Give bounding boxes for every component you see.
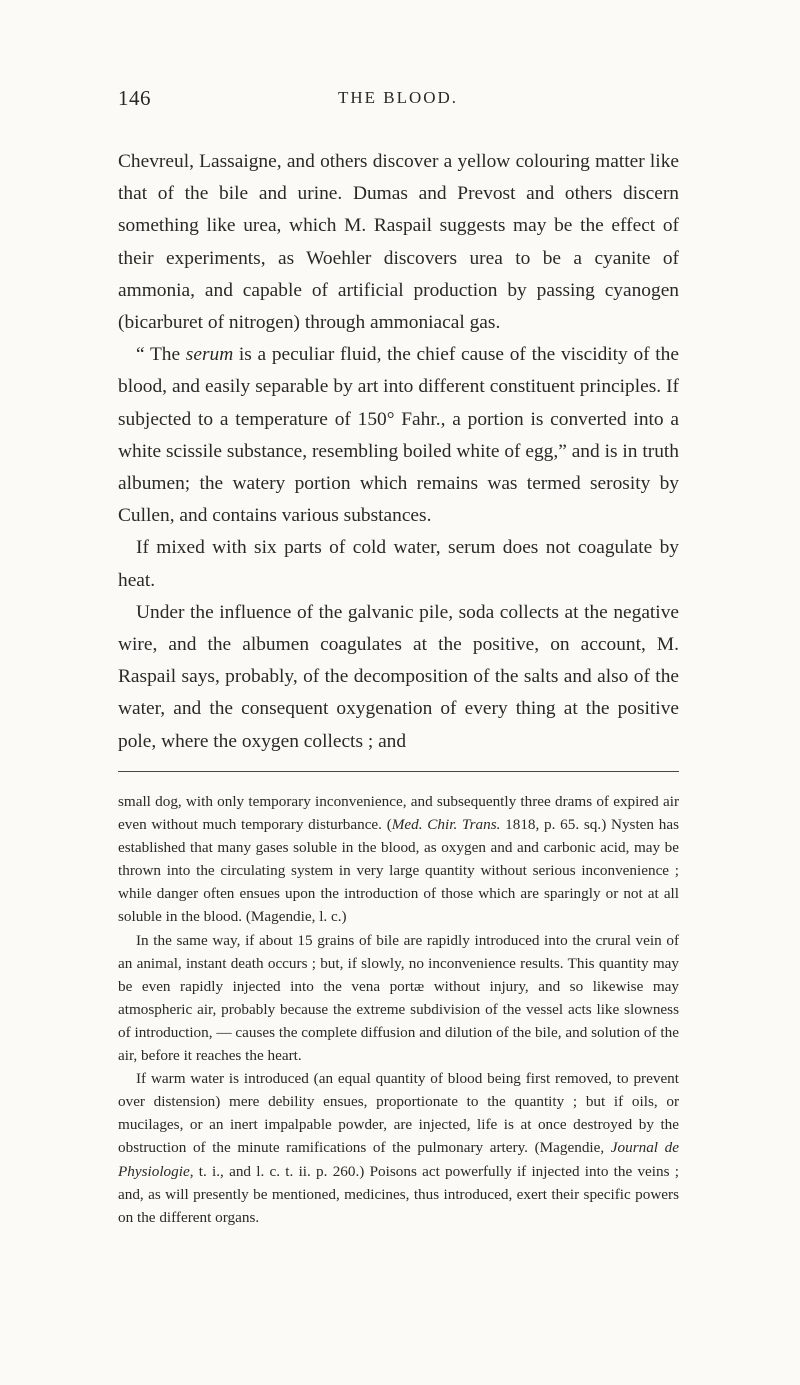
page-number: 146 <box>118 86 151 110</box>
footnote-small-dog <box>118 790 679 929</box>
footnote-text: small dog, with only temporary inconvenience, and subsequently three drams of expired air even without much temporary disturbance. ( <box>118 793 679 834</box>
footnote-warm-water <box>118 1067 679 1229</box>
citation-med-chir: Med. Chir. Trans. <box>391 816 501 834</box>
serum-description: is a peculiar fluid, the chief cause of the viscidity of the blood, and easily separable by art into different constituent principles. If subjected to a temperature of 150° Fahr., a portion is converted into a white scissile substance, resembling boiled white of egg,” and is in truth albumen; the watery portion which remains was termed serosity by Cullen, and contains various substances. <box>118 344 679 527</box>
paragraph-cold-water: If mixed with six parts of cold water, serum does not coagulate by heat. <box>118 537 679 591</box>
footnote-text: t. i., and l. c. t. ii. p. 260.) Poisons act powerfully if injected into the veins ; and, as will presently be mentioned, medicines, thus introduced, exert their specific powers on the different organs. <box>118 1162 679 1226</box>
footnote-bile: In the same way, if about 15 grains of bile are rapidly introduced into the crural vein of an animal, instant death occurs ; but, if slowly, no inconvenience results. This quantity may be even rapidly injected into the vena portæ without injury, and so likewise may atmospheric air, probably because the extreme subdivision of the vessel acts like slowness of introduction, — causes the complete diffusion and dilution of the bile, and solution of the air, before it reaches the heart. <box>118 931 679 1065</box>
footnote-text: If warm water is introduced (an equal quantity of blood being first removed, to prevent over distension) mere debility ensues, proportionate to the quantity ; but if oils, or mucilages, or an inert impalpable powder, are injected, life is at once destroyed by the obstruction of the minute ramifications of the pulmonary artery. (Magendie, <box>118 1070 679 1157</box>
footnote-text: 1818, p. 65. sq.) Nysten has established that many gases soluble in the blood, as oxygen and and carbonic acid, may be thrown into the circulating system in very large quantity without serious inconvenience ; while danger often ensues upon the introduction of those which are sparingly or not at all soluble in the blood. (Magendie, l. c.) <box>118 816 679 926</box>
paragraph-galvanic: Under the influence of the galvanic pile, soda collects at the negative wire, and the albumen coagulates at the positive, on account, M. Raspail says, probably, of the decomposition of the salts and also of the water, and the consequent oxygenation of every thing at the positive pole, where the oxygen collects ; and <box>118 601 679 752</box>
serum-quote-open: “ The <box>136 344 186 366</box>
serum-term: serum <box>185 344 234 366</box>
main-text <box>118 146 679 758</box>
citation-journal-physiologie: Journal de Physiologie, <box>118 1139 679 1180</box>
running-title: THE BLOOD. <box>337 88 459 107</box>
paragraph-chevreul: Chevreul, Lassaigne, and others discover a yellow colouring matter like that of the bile and urine. Dumas and Prevost and others discern something like urea, which M. Raspail suggests may be the effect of their experiments, as Woehler discovers urea to be a cyanite of ammonia, and capable of artificial production by passing cyanogen (bicarburet of nitrogen) through ammoniacal gas. <box>118 151 679 334</box>
footnotes <box>118 790 679 1229</box>
footnote-divider <box>118 771 679 772</box>
page-header <box>118 86 678 116</box>
paragraph-serum <box>118 339 679 532</box>
